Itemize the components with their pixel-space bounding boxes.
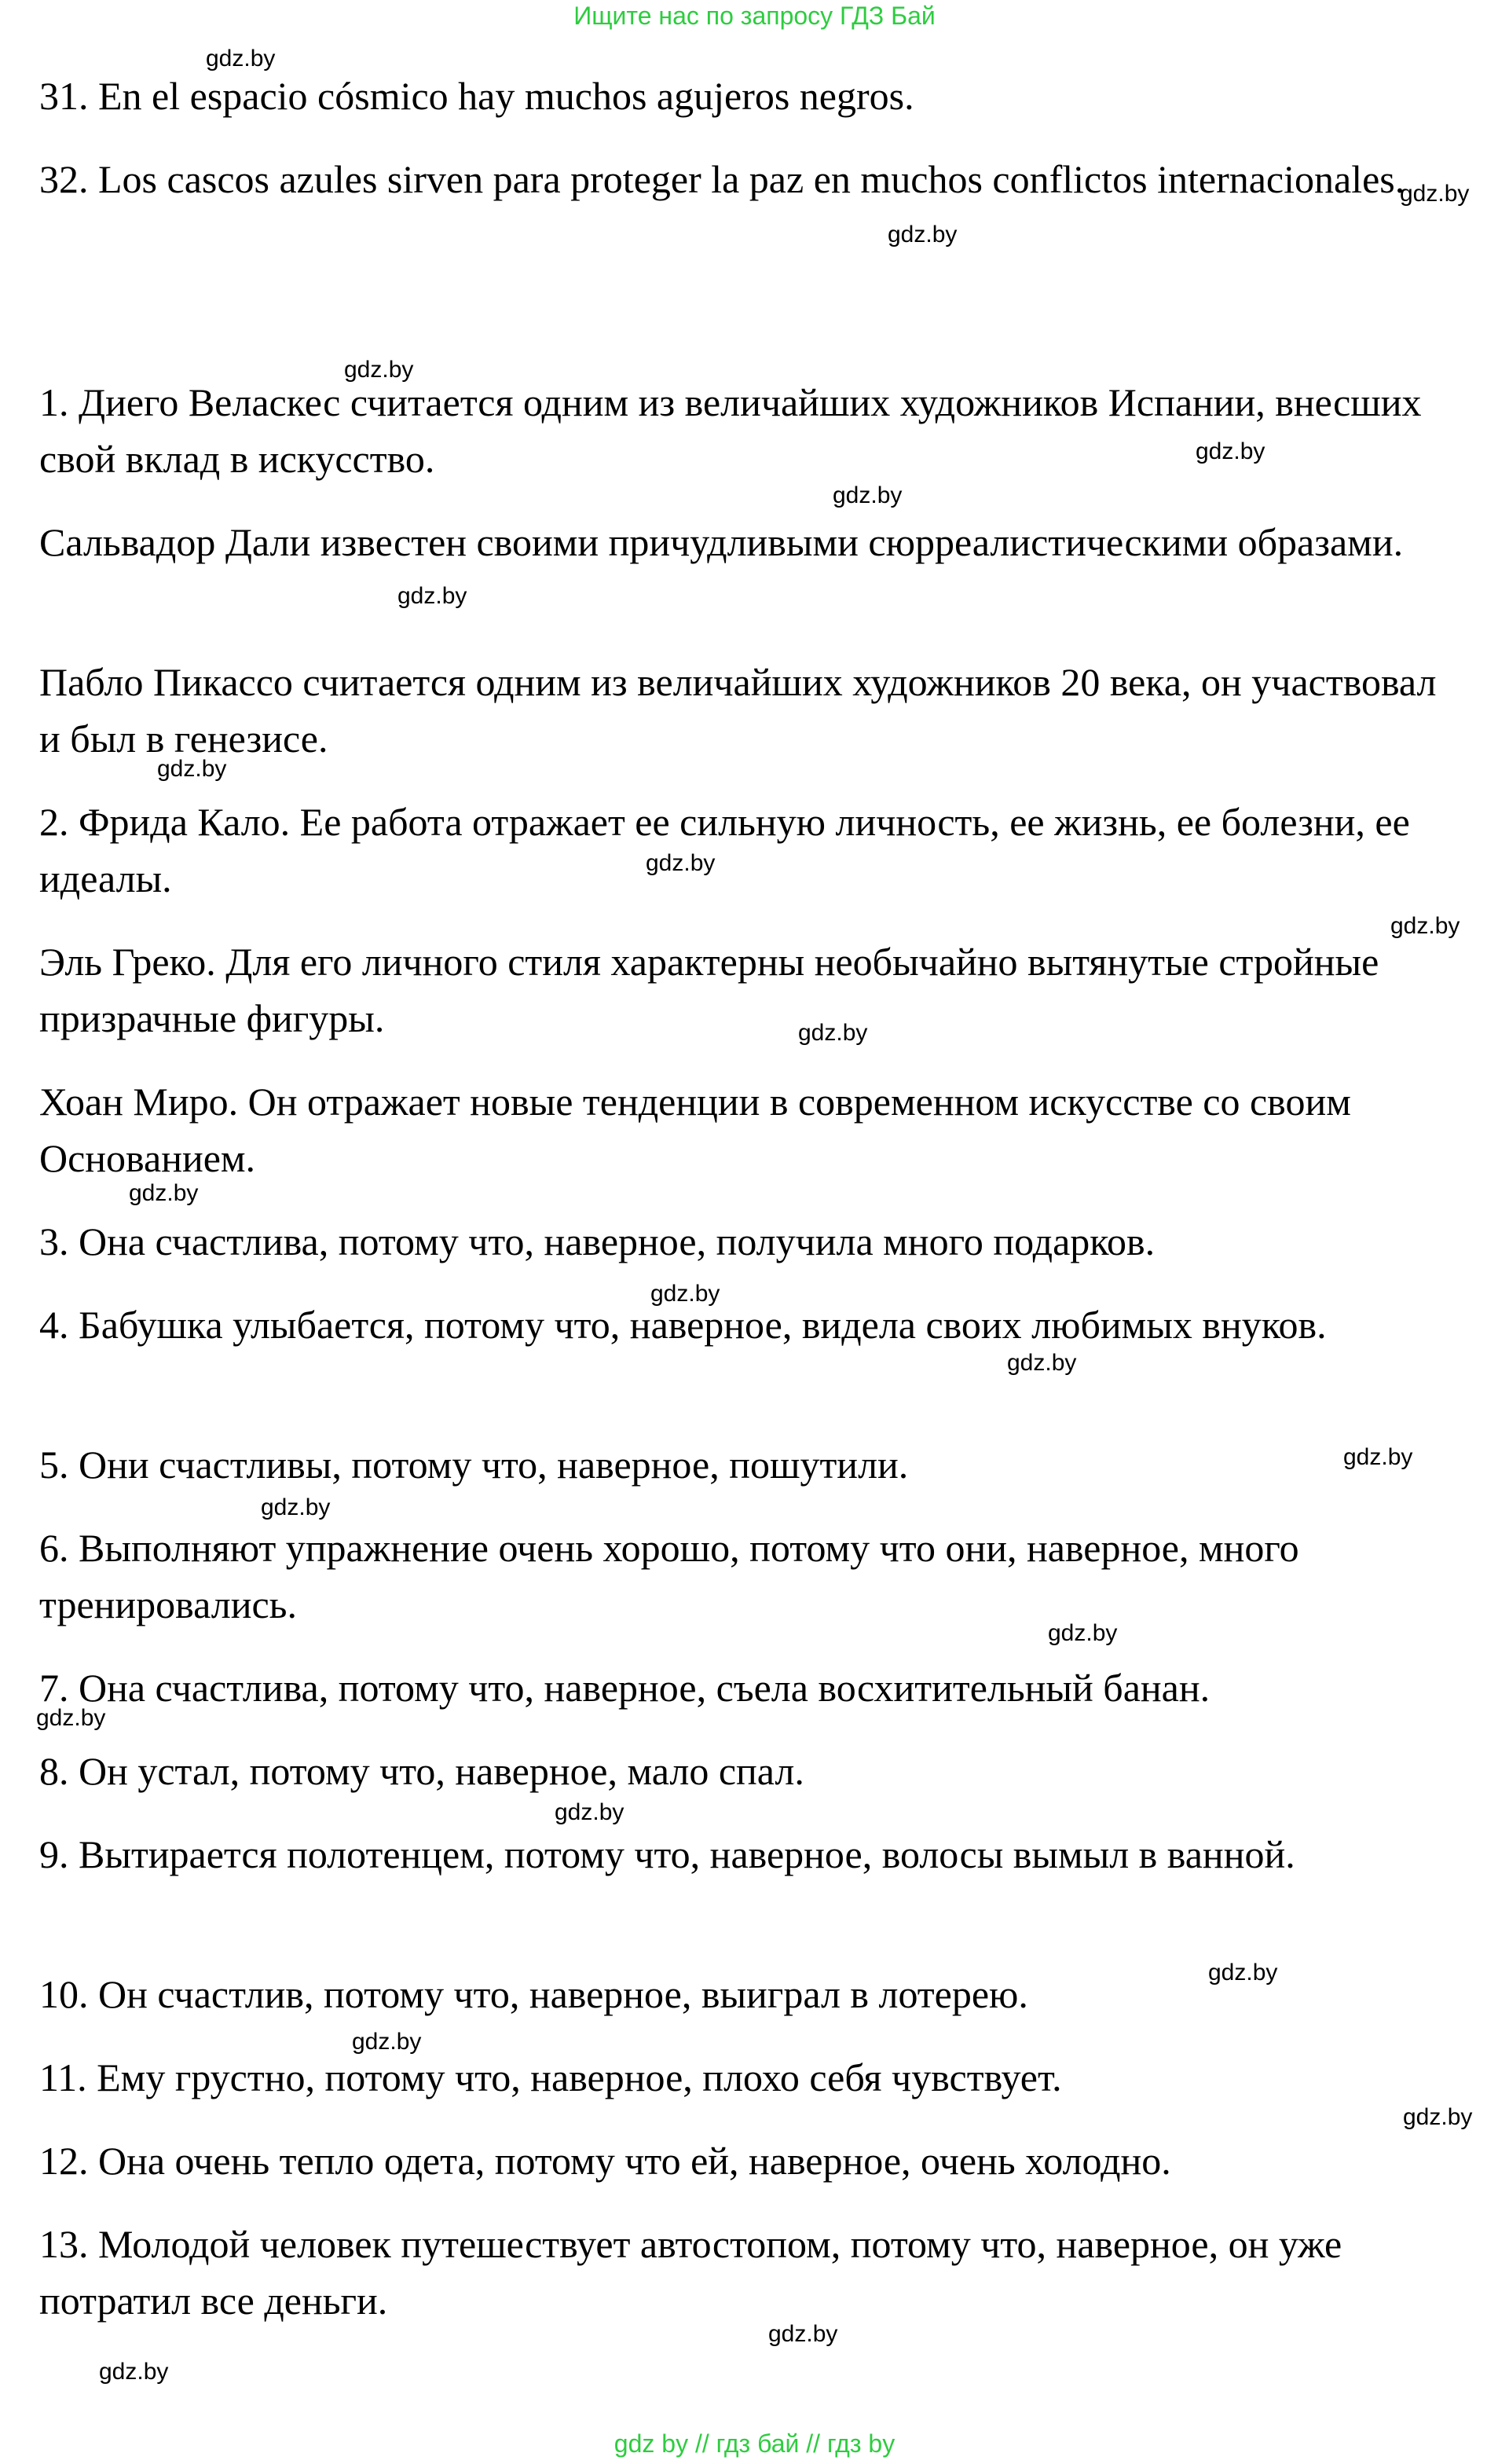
answer-1-picasso: Пабло Пикассо считается одним из величайших художников 20 века, он участвовал и был в генезисе. — [39, 660, 1437, 761]
watermark: gdz.by — [888, 222, 958, 248]
watermark: gdz.by — [1196, 438, 1265, 464]
watermark: gdz.by — [1400, 181, 1470, 207]
answer-12: 12. Она очень тепло одета, потому что ей, наверное, очень холодно. — [39, 2139, 1171, 2183]
watermark: gdz.by — [352, 2029, 422, 2055]
answer-31: 31. En el espacio cósmico hay muchos agujeros negros. — [39, 74, 914, 118]
watermark: gdz.by — [344, 357, 414, 383]
watermark: gdz.by — [1007, 1350, 1077, 1376]
watermark: gdz.by — [1403, 2104, 1473, 2130]
watermark: gdz.by — [157, 756, 227, 782]
watermark: gdz.by — [1048, 1620, 1118, 1646]
watermark: gdz.by — [650, 1281, 720, 1307]
watermark: gdz.by — [261, 1494, 331, 1520]
watermark: gdz.by — [1208, 1960, 1278, 1986]
answer-13: 13. Молодой человек путешествует автостопом, потому что, наверное, он уже потратил все деньги. — [39, 2222, 1342, 2323]
watermark: gdz.by — [397, 583, 467, 609]
watermark: gdz.by — [36, 1705, 106, 1731]
watermark: gdz.by — [1343, 1444, 1413, 1470]
watermark: gdz.by — [99, 2359, 169, 2385]
watermark: gdz.by — [1390, 913, 1460, 939]
answer-1-dali: Сальвадор Дали известен своими причудливыми сюрреалистическими образами. — [39, 520, 1404, 564]
watermark: gdz.by — [833, 482, 903, 508]
watermark: gdz.by — [768, 2321, 838, 2347]
answer-11: 11. Ему грустно, потому что, наверное, плохо себя чувствует. — [39, 2055, 1062, 2099]
answer-10: 10. Он счастлив, потому что, наверное, выиграл в лотерею. — [39, 1972, 1028, 2016]
watermark: gdz.by — [555, 1799, 624, 1825]
footer-links[interactable]: gdz by // гдз бай // гдз by — [613, 2429, 896, 2458]
answer-8: 8. Он устал, потому что, наверное, мало спал. — [39, 1749, 804, 1793]
answer-2-greco: Эль Греко. Для его личного стиля характерны необычайно вытянутые стройные призрачные фигуры. — [39, 940, 1379, 1040]
answer-6: 6. Выполняют упражнение очень хорошо, потому что они, наверное, много тренировались. — [39, 1526, 1299, 1626]
answer-5: 5. Они счастливы, потому что, наверное, пошутили. — [39, 1443, 909, 1487]
answer-32: 32. Los cascos azules sirven para proteger la paz en muchos conflictos internacionales. — [39, 157, 1405, 201]
watermark: gdz.by — [206, 46, 276, 72]
answer-4: 4. Бабушка улыбается, потому что, наверное, видела своих любимых внуков. — [39, 1303, 1327, 1347]
answer-2-kahlo: 2. Фрида Кало. Ее работа отражает ее сильную личность, ее жизнь, ее болезни, ее идеалы. — [39, 800, 1410, 900]
watermark: gdz.by — [646, 850, 716, 876]
search-hint-link[interactable]: Ищите нас по запросу ГДЗ Бай — [573, 2, 936, 30]
answer-9: 9. Вытирается полотенцем, потому что, наверное, волосы вымыл в ванной. — [39, 1832, 1295, 1876]
answer-7: 7. Она счастлива, потому что, наверное, съела восхитительный банан. — [39, 1666, 1210, 1710]
watermark: gdz.by — [798, 1020, 868, 1046]
watermark: gdz.by — [129, 1180, 199, 1206]
answer-3: 3. Она счастлива, потому что, наверное, получила много подарков. — [39, 1219, 1156, 1263]
answer-1-velazquez: 1. Диего Веласкес считается одним из величайших художников Испании, внесших свой вклад в искусство. — [39, 380, 1422, 481]
answer-2-miro: Хоан Миро. Он отражает новые тенденции в современном искусстве со своим Основанием. — [39, 1080, 1351, 1180]
